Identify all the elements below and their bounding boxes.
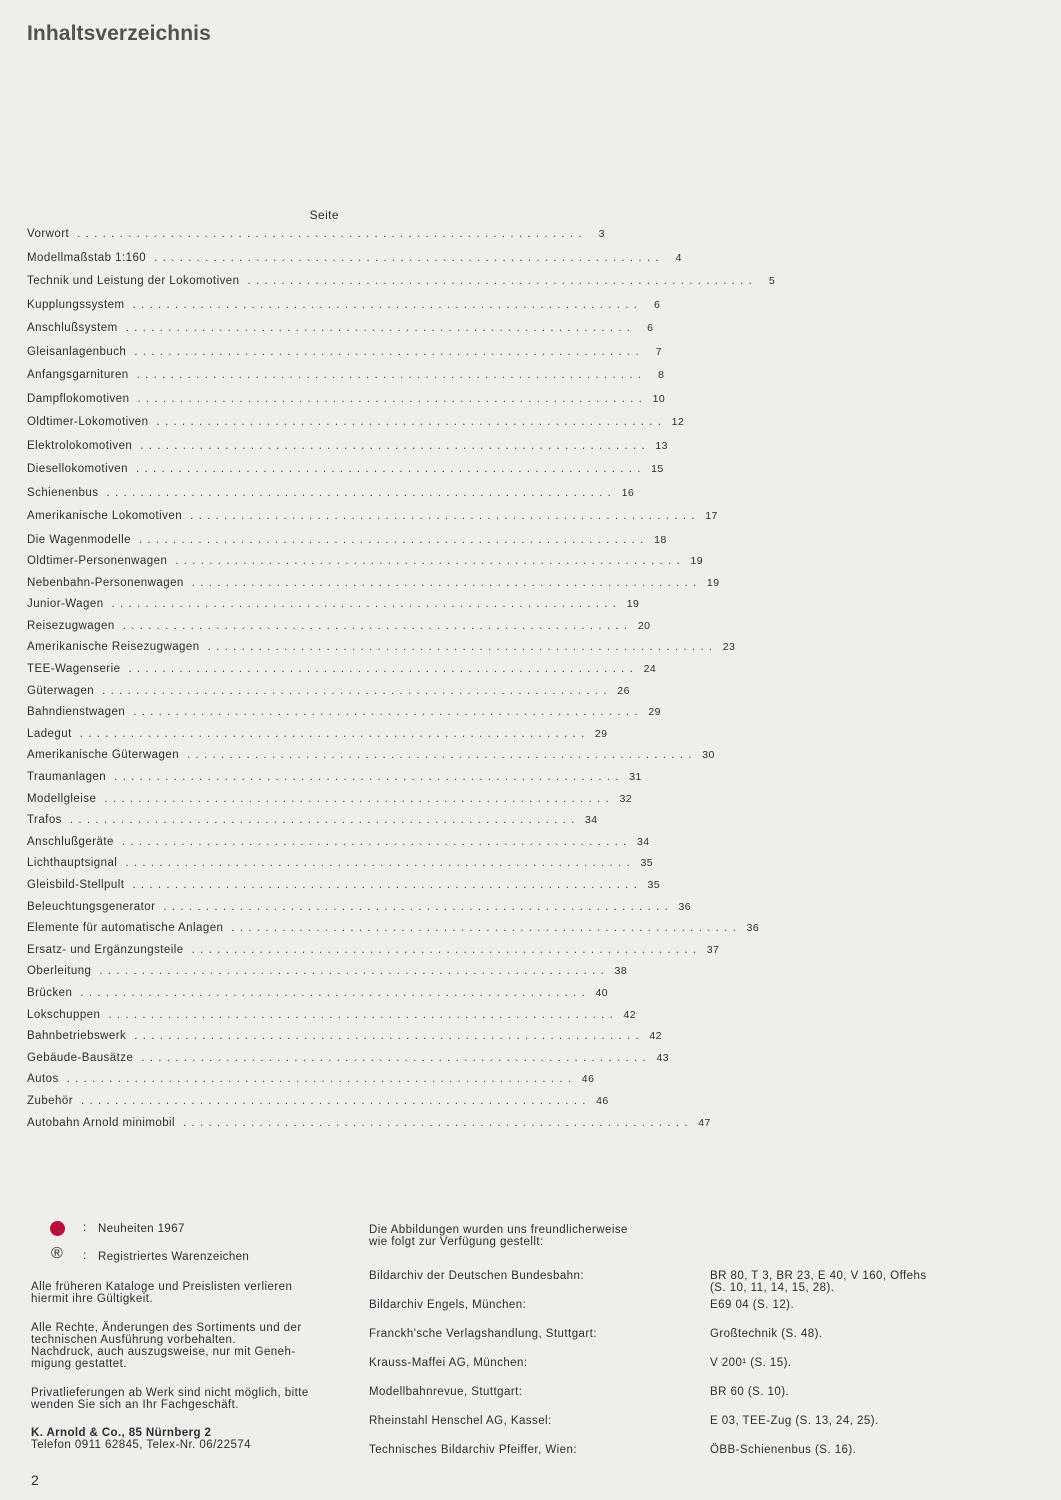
toc-entry [27,879,661,901]
toc-entry [27,439,668,464]
toc-entry-page: 47 [698,1116,711,1129]
note-line: Nachdruck, auch auszugsweise, nur mit Geneh- [31,1346,296,1358]
toc-entry [27,749,715,771]
credit-description-line: Großtechnik (S. 48). [710,1328,823,1340]
toc-entry-page: 43 [656,1051,670,1064]
toc-entry [27,486,635,511]
credit-row [369,1328,1009,1357]
note-catalog-validity [31,1281,351,1305]
toc-dot-leader: ............................................................ [132,879,643,891]
toc-dot-leader: ............................................................ [247,275,758,287]
toc-entry-label: Bahndienstwagen [27,706,126,719]
legend-colon: : [83,1222,87,1234]
toc-dot-leader: ............................................................ [99,965,610,978]
new-item-dot-icon [50,1221,65,1236]
credit-source: Rheinstahl Henschel AG, Kassel: [369,1415,552,1427]
table-of-contents [27,208,776,1138]
toc-entry-page: 3 [598,228,605,240]
toc-dot-leader: ............................................................ [125,857,636,870]
toc-dot-leader: ............................................................ [135,463,646,475]
credit-description-line: BR 60 (S. 10). [710,1386,790,1398]
toc-entry-label: Gleisanlagenbuch [27,345,127,358]
toc-entry-label: Ladegut [27,727,72,740]
toc-entry [27,792,633,815]
toc-column-header: Seite [309,208,339,222]
toc-entry-label: Bahnbetriebswerk [27,1030,127,1043]
credits-intro-line: Die Abbildungen wurden uns freundlicherweise [369,1224,628,1236]
toc-list [27,228,776,1138]
toc-entry [27,663,657,685]
note-line: wenden Sie sich an Ihr Fachgeschäft. [31,1399,239,1411]
toc-dot-leader: ............................................................ [191,943,702,956]
toc-entry-page: 19 [690,555,704,568]
toc-entry-label: Beleuchtungsgenerator [27,900,156,913]
registered-trademark-icon: ® [51,1245,64,1262]
toc-entry [27,965,628,987]
toc-entry-page: 15 [651,463,664,475]
toc-entry [27,510,718,534]
legend [31,1219,351,1451]
note-line: hiermit ihre Gültigkeit. [31,1293,154,1305]
toc-entry-page: 29 [648,706,661,719]
toc-dot-leader: ............................................................ [114,771,624,784]
page-title: Inhaltsverzeichnis [27,22,211,45]
toc-entry [27,943,720,966]
credit-source: Technisches Bildarchiv Pfeiffer, Wien: [369,1444,578,1456]
note-line: Privatlieferungen ab Werk sind nicht möglich, bitte [31,1387,309,1399]
toc-entry [27,1030,662,1052]
credit-description-line: E69 04 (S. 12). [710,1299,795,1311]
toc-entry-page: 29 [594,727,608,740]
toc-dot-leader: ............................................................ [104,792,615,805]
credit-description [710,1328,823,1340]
toc-dot-leader: ............................................................ [156,416,667,428]
toc-entry-page: 4 [675,251,682,264]
toc-entry-label: Elektrolokomotiven [27,439,133,452]
company-name: K. Arnold & Co., 85 Nürnberg 2 [31,1427,212,1439]
toc-dot-leader: ............................................................ [191,576,702,589]
toc-entry-label: Elemente für automatische Anlagen [27,922,224,935]
legend-item-new [31,1219,351,1241]
toc-dot-leader: ............................................................ [79,727,590,740]
toc-dot-leader: ............................................................ [136,369,647,381]
toc-dot-leader: ............................................................ [138,533,649,546]
toc-entry-page: 16 [621,486,635,499]
toc-entry [27,1008,637,1031]
toc-entry-label: Die Wagenmodelle [27,533,131,546]
note-private-delivery [31,1387,351,1411]
toc-dot-leader: ............................................................ [106,486,617,499]
toc-entry-label: Autobahn Arnold minimobil [27,1116,176,1129]
toc-entry-page: 37 [706,943,720,956]
credit-description-line: V 200¹ (S. 15). [710,1357,792,1369]
toc-entry-page: 40 [595,986,609,999]
toc-entry-label: Anfangsgarnituren [27,369,129,381]
toc-entry [27,706,661,728]
toc-dot-leader: ............................................................ [163,900,674,913]
toc-dot-leader: ............................................................ [121,835,632,848]
toc-dot-leader: ............................................................ [66,1073,577,1086]
toc-entry-page: 34 [585,814,598,827]
credit-row [369,1415,1009,1444]
credit-description [710,1357,792,1369]
note-rights [31,1322,351,1370]
toc-dot-leader: ............................................................ [133,706,643,719]
toc-entry-page: 23 [722,641,736,654]
toc-dot-leader: ............................................................ [108,1008,619,1021]
toc-dot-leader: ............................................................ [154,251,664,264]
legend-new-label: Neuheiten 1967 [98,1223,185,1235]
toc-entry [27,275,776,299]
toc-entry-label: Lokschuppen [27,1008,101,1021]
credit-source: Modellbahnrevue, Stuttgart: [369,1386,523,1398]
toc-entry-label: Güterwagen [27,684,95,697]
toc-entry [27,727,608,750]
toc-entry-label: Modellmaßstab 1:160 [27,251,147,264]
toc-entry [27,684,630,707]
toc-entry-page: 18 [654,533,667,546]
toc-entry-label: Zubehör [27,1094,73,1107]
toc-entry-page: 26 [617,684,630,697]
toc-entry-page: 19 [706,576,720,589]
toc-entry-page: 31 [629,771,642,784]
credits-list [369,1270,1009,1473]
toc-dot-leader: ............................................................ [80,1094,591,1107]
toc-dot-leader: ............................................................ [134,345,644,358]
toc-entry-page: 34 [636,835,650,848]
toc-entry-label: Anschlußgeräte [27,835,114,848]
toc-entry-label: Gleisbild-Stellpult [27,879,125,891]
toc-entry-page: 19 [626,598,640,611]
toc-entry-label: Ersatz- und Ergänzungsteile [27,943,184,956]
toc-dot-leader: ............................................................ [134,1030,644,1043]
credit-description-line: ÖBB-Schienenbus (S. 16). [710,1444,857,1456]
toc-dot-leader: ............................................................ [80,986,591,999]
toc-entry-label: Oldtimer-Lokomotiven [27,416,149,428]
toc-entry-label: Traumanlagen [27,771,107,784]
toc-entry [27,322,654,346]
credit-source: Franckh'sche Verlagshandlung, Stuttgart: [369,1328,597,1340]
toc-entry [27,814,598,836]
note-line: Alle Rechte, Änderungen des Sortiments und der [31,1322,302,1334]
credit-description [710,1415,879,1427]
toc-entry-page: 10 [652,392,666,405]
toc-entry-page: 35 [647,879,661,891]
toc-dot-leader: ............................................................ [125,322,636,334]
toc-entry-page: 42 [623,1008,637,1021]
toc-entry-label: Nebenbahn-Personenwagen [27,576,184,589]
toc-entry-page: 7 [655,345,662,358]
toc-entry-page: 6 [647,322,654,334]
toc-entry [27,598,640,620]
credit-row [369,1357,1009,1386]
toc-entry [27,1073,595,1095]
toc-entry-label: Modellgleise [27,792,97,805]
toc-entry-page: 30 [702,749,715,762]
toc-entry-label: Trafos [27,814,62,827]
toc-entry [27,986,609,1009]
toc-entry-label: TEE-Wagenserie [27,663,121,676]
credit-description-line: (S. 10, 11, 14, 15, 28). [710,1282,835,1294]
legend-item-registered [31,1247,351,1269]
credit-description-line: E 03, TEE-Zug (S. 13, 24, 25). [710,1415,879,1427]
toc-entry-page: 12 [671,416,685,428]
toc-dot-leader: ............................................................ [207,641,718,654]
toc-entry [27,463,664,487]
toc-entry [27,369,665,393]
credits-intro [369,1224,1009,1248]
toc-entry-page: 13 [655,439,668,452]
note-line: migung gestattet. [31,1358,127,1370]
toc-dot-leader: ............................................................ [122,619,633,632]
toc-dot-leader: ............................................................ [132,298,643,311]
toc-entry [27,555,704,577]
toc-entry-label: Dampflokomotiven [27,392,130,405]
toc-dot-leader: ............................................................ [190,510,700,522]
note-line: technischen Ausführung vorbehalten. [31,1334,236,1346]
toc-dot-leader: ............................................................ [69,814,580,827]
toc-entry-label: Oberleitung [27,965,92,978]
credit-source: Krauss-Maffei AG, München: [369,1357,528,1369]
toc-entry-page: 36 [678,900,692,913]
toc-entry [27,1051,670,1074]
credit-row [369,1444,1009,1473]
toc-dot-leader: ............................................................ [183,1116,693,1129]
legend-colon: : [83,1250,87,1262]
toc-entry [27,641,736,663]
toc-dot-leader: ............................................................ [141,1051,652,1064]
legend-registered-label: Registriertes Warenzeichen [98,1251,250,1263]
toc-entry-page: 6 [653,298,661,311]
toc-entry-label: Technik und Leistung der Lokomotiven [27,275,240,287]
toc-dot-leader: ............................................................ [111,598,622,611]
toc-entry [27,392,666,417]
toc-entry-label: Junior-Wagen [27,598,104,611]
toc-entry [27,857,654,879]
toc-entry-label: Kupplungssystem [27,298,125,311]
toc-entry-label: Schienenbus [27,486,99,499]
toc-entry [27,576,720,599]
toc-entry [27,345,662,370]
toc-entry-label: Vorwort [27,228,70,240]
toc-entry-page: 5 [768,275,776,287]
toc-entry-page: 35 [640,857,654,870]
toc-entry-page: 46 [581,1073,595,1086]
toc-dot-leader: ............................................................ [140,439,650,452]
credit-row [369,1270,1009,1299]
toc-entry-label: Gebäude-Bausätze [27,1051,134,1064]
credits-intro-line: wie folgt zur Verfügung gestellt: [369,1236,544,1248]
toc-entry [27,900,692,923]
toc-dot-leader: ............................................................ [175,555,686,568]
toc-entry-page: 20 [637,619,651,632]
toc-entry [27,771,642,793]
page-number: 2 [31,1472,39,1488]
credit-description [710,1386,789,1398]
credit-row [369,1299,1009,1328]
toc-dot-leader: ............................................................ [231,922,742,935]
toc-entry [27,922,760,944]
toc-entry-page: 42 [649,1030,662,1043]
toc-entry [27,1116,711,1139]
toc-entry-page: 38 [614,965,628,978]
credit-description [710,1444,856,1456]
toc-entry-label: Anschlußsystem [27,322,118,334]
toc-entry-page: 17 [705,510,718,522]
toc-entry-label: Amerikanische Lokomotiven [27,510,183,522]
credit-description-line: BR 80, T 3, BR 23, E 40, V 160, Offehs [710,1270,927,1282]
toc-entry [27,835,650,858]
credit-description [710,1299,794,1311]
toc-dot-leader: ............................................................ [128,663,639,676]
credit-row [369,1386,1009,1415]
toc-dot-leader: ............................................................ [102,684,612,697]
toc-entry-label: Brücken [27,986,73,999]
toc-entry-page: 32 [619,792,633,805]
toc-entry-label: Diesellokomotiven [27,463,128,475]
note-line: Alle früheren Kataloge und Preislisten verlieren [31,1281,293,1293]
toc-dot-leader: ............................................................ [77,228,587,240]
toc-entry-page: 8 [658,369,665,381]
toc-entry-label: Amerikanische Güterwagen [27,749,180,762]
credit-source: Bildarchiv Engels, München: [369,1299,527,1311]
toc-dot-leader: ............................................................ [137,392,648,405]
toc-entry [27,416,685,440]
image-credits [369,1224,1009,1473]
credit-source: Bildarchiv der Deutschen Bundesbahn: [369,1270,585,1282]
toc-entry-label: Amerikanische Reisezugwagen [27,641,200,654]
credit-description [710,1270,927,1294]
toc-entry-label: Autos [27,1073,59,1086]
toc-dot-leader: ............................................................ [187,749,697,762]
toc-entry-page: 36 [746,922,760,935]
toc-entry [27,251,682,276]
toc-entry-page: 46 [596,1094,609,1107]
company-phone: Telefon 0911 62845, Telex-Nr. 06/22574 [31,1439,251,1451]
toc-entry-label: Lichthauptsignal [27,857,118,870]
toc-entry [27,1094,609,1117]
toc-entry-label: Reisezugwagen [27,619,115,632]
toc-entry-label: Oldtimer-Personenwagen [27,555,168,568]
company-address [31,1427,351,1451]
toc-entry-page: 24 [643,663,657,676]
toc-entry [27,298,661,323]
toc-entry [27,533,667,556]
toc-entry [27,619,651,642]
toc-entry [27,228,605,252]
